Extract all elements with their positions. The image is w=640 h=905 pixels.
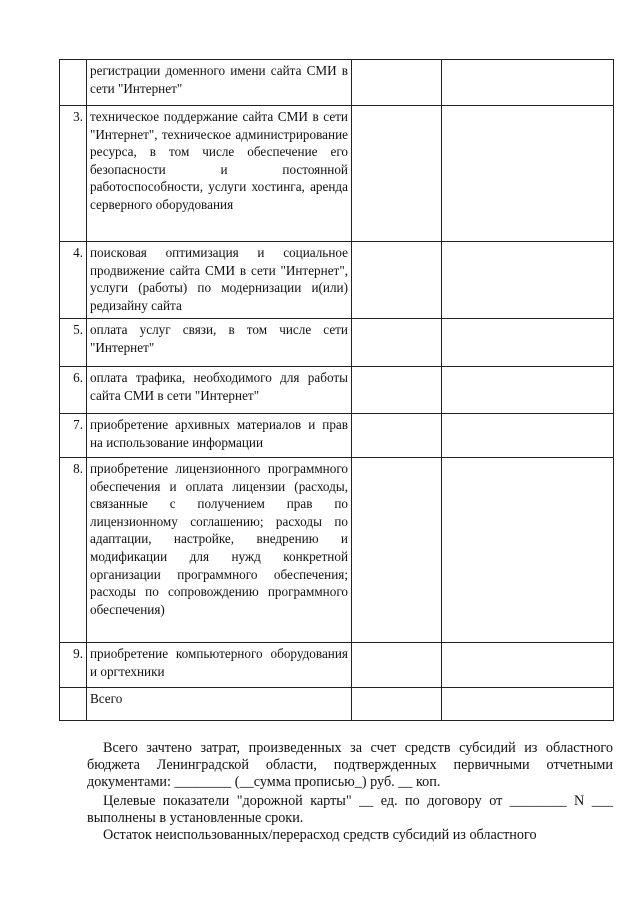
row-description: Всего — [87, 688, 352, 721]
row-cell-empty — [442, 242, 614, 319]
row-number: 4. — [60, 242, 87, 319]
row-cell-empty — [352, 643, 442, 688]
row-cell-empty — [442, 688, 614, 721]
table-row — [60, 414, 614, 458]
row-cell-empty — [352, 367, 442, 414]
row-description: поисковая оптимизация и социальное продвижение сайта СМИ в сети "Интернет", услуги (работы) по модернизации и(или) редизайну сайта — [87, 242, 352, 319]
row-cell-empty — [352, 414, 442, 458]
row-cell-empty — [352, 319, 442, 367]
table-row — [60, 643, 614, 688]
row-cell-empty — [352, 688, 442, 721]
row-number — [60, 688, 87, 721]
row-cell-empty — [442, 458, 614, 643]
table-row — [60, 367, 614, 414]
row-description: приобретение компьютерного оборудования и оргтехники — [87, 643, 352, 688]
row-cell-empty — [442, 60, 614, 106]
row-cell-empty — [352, 458, 442, 643]
table-row — [60, 458, 614, 643]
row-cell-empty — [442, 367, 614, 414]
row-description: техническое поддержание сайта СМИ в сети "Интернет", техническое администрирование ресурса, в том числе обеспечение его безопасности и постоянной работоспособности, услуги хостинга, аренда серверного оборудования — [87, 106, 352, 242]
row-number — [60, 60, 87, 106]
row-number: 5. — [60, 319, 87, 367]
row-description: приобретение лицензионного программного обеспечения и оплата лицензии (расходы, связанные с получением прав по лицензионному соглашению; расходы по адаптации, настройке, внедрению и модификации для нужд конкретной организации программного обеспечения; расходы по сопровождению программного обеспечения) — [87, 458, 352, 643]
cost-table — [59, 59, 614, 721]
row-description: приобретение архивных материалов и прав на использование информации — [87, 414, 352, 458]
paragraph-remainder: Остаток неиспользованных/перерасход средств субсидий из областного — [103, 827, 537, 843]
row-description: регистрации доменного имени сайта СМИ в сети "Интернет" — [87, 60, 352, 106]
row-number: 6. — [60, 367, 87, 414]
table-row-total — [60, 688, 614, 721]
row-description: оплата услуг связи, в том числе сети "Интернет" — [87, 319, 352, 367]
row-description: оплата трафика, необходимого для работы сайта СМИ в сети "Интернет" — [87, 367, 352, 414]
row-number: 7. — [60, 414, 87, 458]
table-row — [60, 60, 614, 106]
row-cell-empty — [442, 414, 614, 458]
row-number: 8. — [60, 458, 87, 643]
row-cell-empty — [442, 643, 614, 688]
row-cell-empty — [352, 60, 442, 106]
paragraph-target-indicators: Целевые показатели "дорожной карты" __ ед. по договору от ________ N ___ выполнены в установленные сроки. — [87, 793, 613, 826]
table-row — [60, 319, 614, 367]
row-cell-empty — [442, 106, 614, 242]
row-cell-empty — [442, 319, 614, 367]
row-number: 9. — [60, 643, 87, 688]
table-row — [60, 106, 614, 242]
row-number: 3. — [60, 106, 87, 242]
row-cell-empty — [352, 242, 442, 319]
table-row — [60, 242, 614, 319]
paragraph-total-costs: Всего зачтено затрат, произведенных за счет средств субсидий из областного бюджета Ленинградской области, подтвержденных первичными отчетными документами: ________ (__сумма прописью_) руб. __ коп. — [87, 740, 613, 790]
row-cell-empty — [352, 106, 442, 242]
